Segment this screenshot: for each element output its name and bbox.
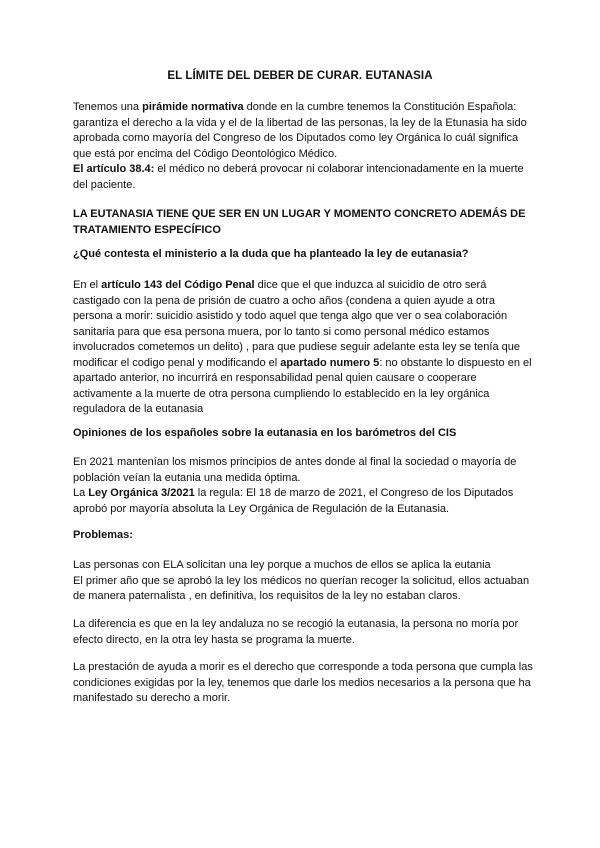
document-title: EL LÍMITE DEL DEBER DE CURAR. EUTANASIA <box>167 70 433 82</box>
heading-ministerio: ¿Qué contesta el ministerio a la duda que ha planteado la ley de eutanasia? <box>73 248 469 260</box>
cis-paragraph: En 2021 mantenían los mismos principios de antes donde al final la sociedad o mayoría de población veían la eutania una medida óptima. <box>73 456 517 484</box>
ley-organica-paragraph <box>73 486 535 517</box>
intro-paragraph <box>73 100 535 162</box>
diferencia-paragraph: La diferencia es que en la ley andaluza no se recogió la eutanasia, la persona no moría por efecto directo, en la otra ley hasta se programa la muerte. <box>73 618 519 646</box>
heading-opiniones-cis: Opiniones de los españoles sobre la eutanasia en los barómetros del CIS <box>73 427 457 439</box>
codigo-text-c: dice que el que induzca al suicidio de otro será castigado con la pena de prisión de cuatro a ocho años (condena a quien ayude a otra persona a morir: suicidio asistido y todo aquel que tenga algo que ver o sea colaboración sanitaria para que esa persona muera, por lo tanto si como personal médico estamos involucrados cometemos un delito) , para que pudiese seguir adelante esta ley se tenía que modificar el codigo penal y modificando el <box>73 279 521 369</box>
codigo-text-a: En el <box>73 279 102 291</box>
ley-text-a: La <box>73 487 89 499</box>
article-text: el médico no deberá provocar ni colaborar intencionadamente en la muerte del paciente. <box>73 163 524 191</box>
intro-text-c: donde en la cumbre tenemos la Constitución Española: garantiza el derecho a la vida y el de la libertad de las personas, la ley de la Etunasia ha sido aprobada como mayoría del Congreso de los Diputados como ley Orgánica lo cuál significa que está por encima del Código Deontológico Médico. <box>73 101 527 160</box>
problemas-section <box>73 558 535 605</box>
codigo-penal-paragraph <box>73 278 535 418</box>
article-paragraph <box>73 162 535 193</box>
codigo-bold-apartado: apartado numero 5 <box>280 356 380 369</box>
intro-bold-term: pirámide normativa <box>142 101 244 113</box>
codigo-bold-article: artículo 143 del Código Penal <box>101 279 255 291</box>
intro-text-a: Tenemos una <box>73 101 143 113</box>
problemas-ela-paragraph: Las personas con ELA solicitan una ley porque a muchos de ellos se aplica la eutania <box>73 559 491 571</box>
cis-section <box>73 455 535 517</box>
ley-text-c: la regula: El 18 de marzo de 2021, el Congreso de los Diputados aprobó por mayoría absoluta la Ley Orgánica de Regulación de la Eutanasia. <box>73 487 514 515</box>
prestacion-paragraph: La prestación de ayuda a morir es el derecho que corresponde a toda persona que cumpla las condiciones exigidas por la ley, tenemos que darle los medios necesarios a la persona que ha manifestado su derecho a morir. <box>73 661 533 704</box>
problemas-primer-ano-paragraph: El primer año que se aprobó la ley los médicos no querían recoger la solicitud, ellos actuaban de manera paternalista , en definitiva, los requisitos de la ley no estaban claros. <box>73 574 530 602</box>
ley-bold-name: Ley Orgánica 3/2021 <box>88 487 195 499</box>
heading-problemas: Problemas: <box>73 529 133 541</box>
intro-section <box>73 100 535 193</box>
article-label: El artículo 38.4: <box>73 163 155 175</box>
heading-eutanasia-lugar: LA EUTANASIA TIENE QUE SER EN UN LUGAR Y MOMENTO CONCRETO ADEMÁS DE TRATAMIENTO ESPECÍFICO <box>73 208 526 236</box>
codigo-text-e: : no obstante lo dispuesto en el apartado anterior, no incurrirá en responsabilidad penal quien causare o cooperare activamente a la muerte de otra persona cumpliendo lo establecido en la ley orgánica reguladora de la eutanasia <box>73 356 532 415</box>
